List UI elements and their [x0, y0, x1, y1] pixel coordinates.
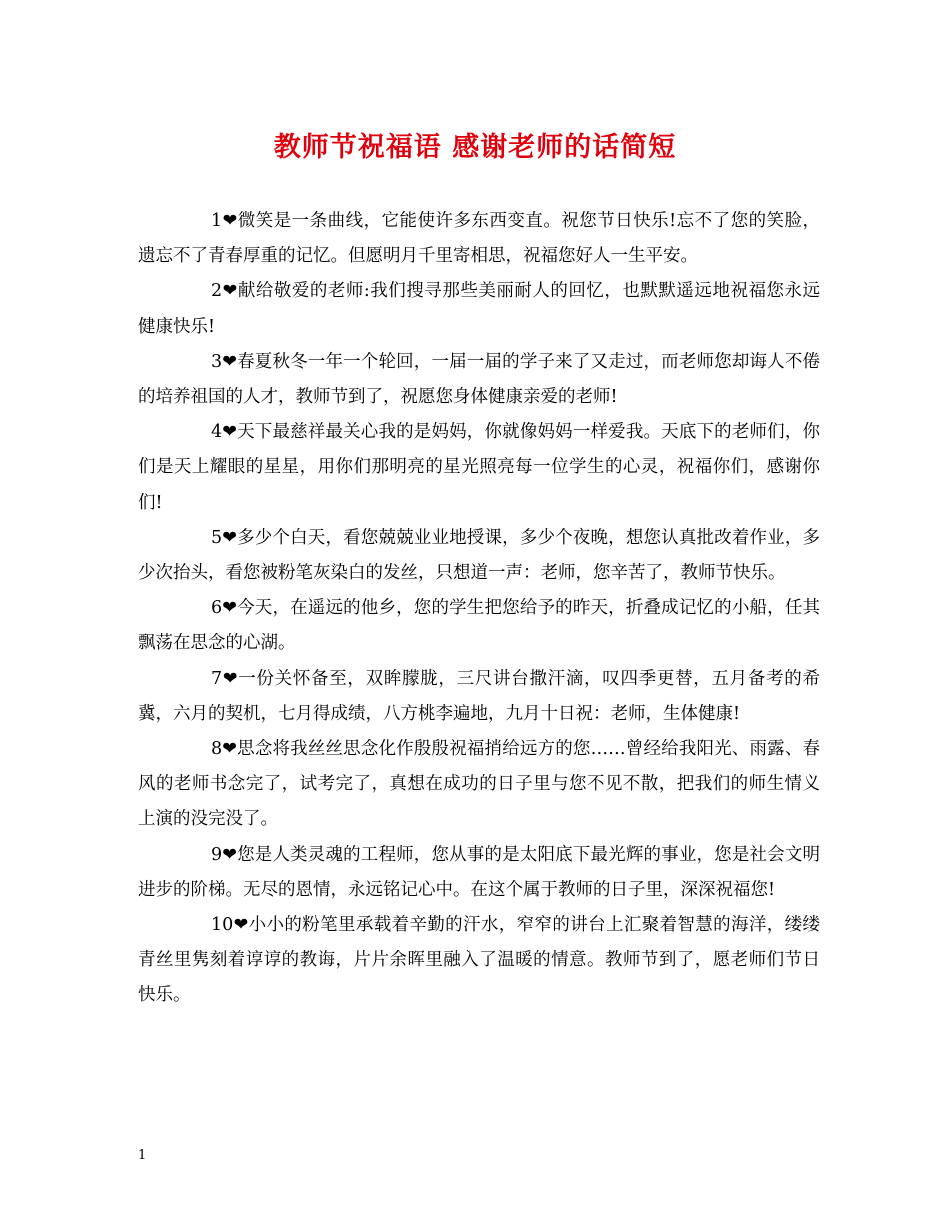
page-title: 教师节祝福语 感谢老师的话简短 — [273, 132, 677, 163]
paragraph-4: 4❤天下最慈祥最关心我的是妈妈，你就像妈妈一样爱我。天底下的老师们，你们是天上耀眼的星星，用你们那明亮的星光照亮每一位学生的心灵，祝福你们，感谢你们! — [138, 422, 820, 513]
paragraph-5: 5❤多少个白天，看您兢兢业业地授课，多少个夜晚，想您认真批改着作业，多少次抬头，看您被粉笔灰染白的发丝，只想道一声：老师，您辛苦了，教师节快乐。 — [138, 527, 820, 584]
paragraph-6: 6❤今天，在遥远的他乡，您的学生把您给予的昨天，折叠成记忆的小船，任其飘荡在思念的心湖。 — [138, 598, 820, 654]
paragraph-7: 7❤一份关怀备至，双眸朦胧，三尺讲台撒汗滴，叹四季更替，五月备考的希冀，六月的契机，七月得成绩，八方桃李遍地，九月十日祝：老师，生体健康! — [138, 668, 820, 724]
paragraph-9: 9❤您是人类灵魂的工程师，您从事的是太阳底下最光辉的事业，您是社会文明进步的阶梯。无尽的恩情，永远铭记心中。在这个属于教师的日子里，深深祝福您! — [138, 844, 820, 900]
paragraph-10: 10❤小小的粉笔里承载着辛勤的汗水，窄窄的讲台上汇聚着智慧的海洋，缕缕青丝里隽刻着谆谆的教诲，片片余晖里融入了温暖的情意。教师节到了，愿老师们节日快乐。 — [138, 915, 820, 1006]
paragraph-8: 8❤思念将我丝丝思念化作殷殷祝福捎给远方的您……曾经给我阳光、雨露、春风的老师书念完了，试考完了，真想在成功的日子里与您不见不散，把我们的师生情义上演的没完没了。 — [138, 739, 820, 830]
page-number: 1 — [138, 1148, 147, 1163]
document-body — [138, 204, 820, 1014]
paragraph-1: 1❤微笑是一条曲线，它能使许多东西变直。祝您节日快乐!忘不了您的笑脸，遗忘不了青春厚重的记忆。但愿明月千里寄相思，祝福您好人一生平安。 — [138, 211, 820, 267]
paragraph-3: 3❤春夏秋冬一年一个轮回，一届一届的学子来了又走过，而老师您却诲人不倦的培养祖国的人才，教师节到了，祝愿您身体健康亲爱的老师! — [138, 351, 820, 408]
paragraph-2: 2❤献给敬爱的老师:我们搜寻那些美丽耐人的回忆，也默默遥远地祝福您永远健康快乐! — [138, 281, 820, 337]
